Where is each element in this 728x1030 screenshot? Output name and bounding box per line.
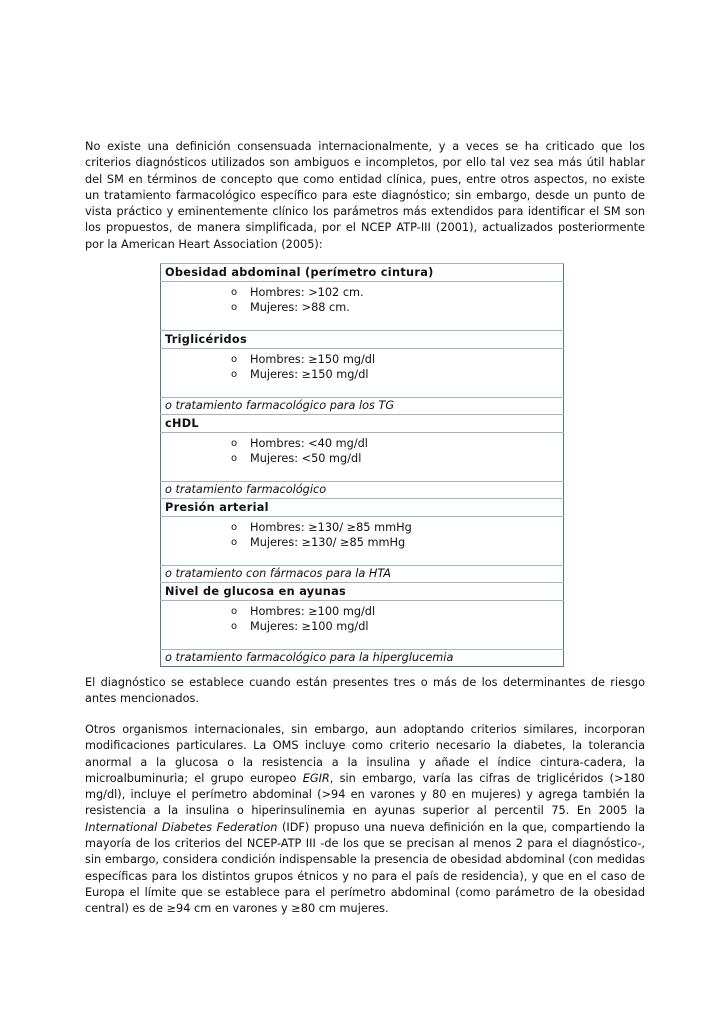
idf-term: International Diabetes Federation	[85, 820, 278, 834]
criteria-hdl-note: o tratamiento farmacológico	[161, 482, 564, 499]
criteria-glucose-note: o tratamiento farmacológico para la hiperglucemia	[161, 650, 564, 667]
criteria-pressure-women: o Mujeres: ≥130/ ≥85 mmHg	[227, 535, 559, 550]
others-text-3: (IDF) propuso una nueva definición en la que, compartiendo la mayoría de los criterios del NCEP-ATP III -de los que se precisan al menos 2 para el diagnóstico-, sin embargo, considera condición indispensable la presencia de obesidad abdominal (con medidas específicas para los distintos grupos étnicos y no para el país de residencia), y que en el caso de Europa el límite que se establece para el perímetro abdominal (como parámetro de la obesidad central) es de ≥94 cm en varones y ≥80 cm mujeres.	[85, 820, 645, 916]
criteria-glucose-values	[161, 601, 564, 650]
criteria-obesity-women: o Mujeres: >88 cm.	[227, 300, 559, 315]
criteria-obesity-men: o Hombres: >102 cm.	[227, 285, 559, 300]
criteria-table	[160, 263, 564, 667]
criteria-hdl-title: cHDL	[161, 415, 564, 433]
criteria-pressure-title: Presión arterial	[161, 499, 564, 517]
egir-term: EGIR	[302, 771, 330, 785]
others-text-2: , sin embargo, varía las cifras de triglicéridos (>180 mg/dl), incluye el perímetro abdominal (>94 en varones y 80 en mujeres) y agrega también la resistencia a la insulina o hiperinsulinemia en ayunas superior al percentil 75. En 2005 la	[85, 771, 645, 818]
criteria-obesity-title: Obesidad abdominal (perímetro cintura)	[161, 264, 564, 282]
criteria-glucose-women: o Mujeres: ≥100 mg/dl	[227, 619, 559, 634]
criteria-pressure-note: o tratamiento con fármacos para la HTA	[161, 566, 564, 583]
others-text-1: Otros organismos internacionales, sin embargo, aun adoptando criterios similares, incorporan modificaciones particulares. La OMS incluye como criterio necesario la diabetes, la tolerancia anormal a la glucosa o la resistencia a la insulina y añade el índice cintura-cadera, la microalbuminuria; el grupo europeo	[85, 723, 645, 785]
diagnosis-paragraph: El diagnóstico se establece cuando están presentes tres o más de los determinantes de riesgo antes mencionados.	[85, 676, 645, 706]
criteria-hdl-values	[161, 433, 564, 482]
criteria-pressure-men: o Hombres: ≥130/ ≥85 mmHg	[227, 520, 559, 535]
criteria-tg-values	[161, 349, 564, 398]
intro-paragraph: No existe una definición consensuada internacionalmente, y a veces se ha criticado que los criterios diagnósticos utilizados son ambiguos e incompletos, por ello tal vez sea más útil hablar del SM en términos de concepto que como entidad clínica, pues, entre otros aspectos, no existe un tratamiento farmacológico específico para este diagnóstico; sin embargo, desde un punto de vista práctico y eminentemente clínico los parámetros más extendidos para identificar el SM son los propuestos, de manera simplificada, por el NCEP ATP-III (2001), actualizados posteriormente por la American Heart Association (2005):	[85, 140, 645, 251]
criteria-pressure-values	[161, 517, 564, 566]
criteria-tg-note: o tratamiento farmacológico para los TG	[161, 398, 564, 415]
criteria-glucose-title: Nivel de glucosa en ayunas	[161, 583, 564, 601]
criteria-tg-women: o Mujeres: ≥150 mg/dl	[227, 367, 559, 382]
criteria-hdl-men: o Hombres: <40 mg/dl	[227, 436, 559, 451]
criteria-hdl-women: o Mujeres: <50 mg/dl	[227, 451, 559, 466]
other-organisms-paragraph	[85, 722, 645, 918]
criteria-tg-title: Triglicéridos	[161, 331, 564, 349]
criteria-tg-men: o Hombres: ≥150 mg/dl	[227, 352, 559, 367]
criteria-obesity-values	[161, 282, 564, 331]
criteria-glucose-men: o Hombres: ≥100 mg/dl	[227, 604, 559, 619]
